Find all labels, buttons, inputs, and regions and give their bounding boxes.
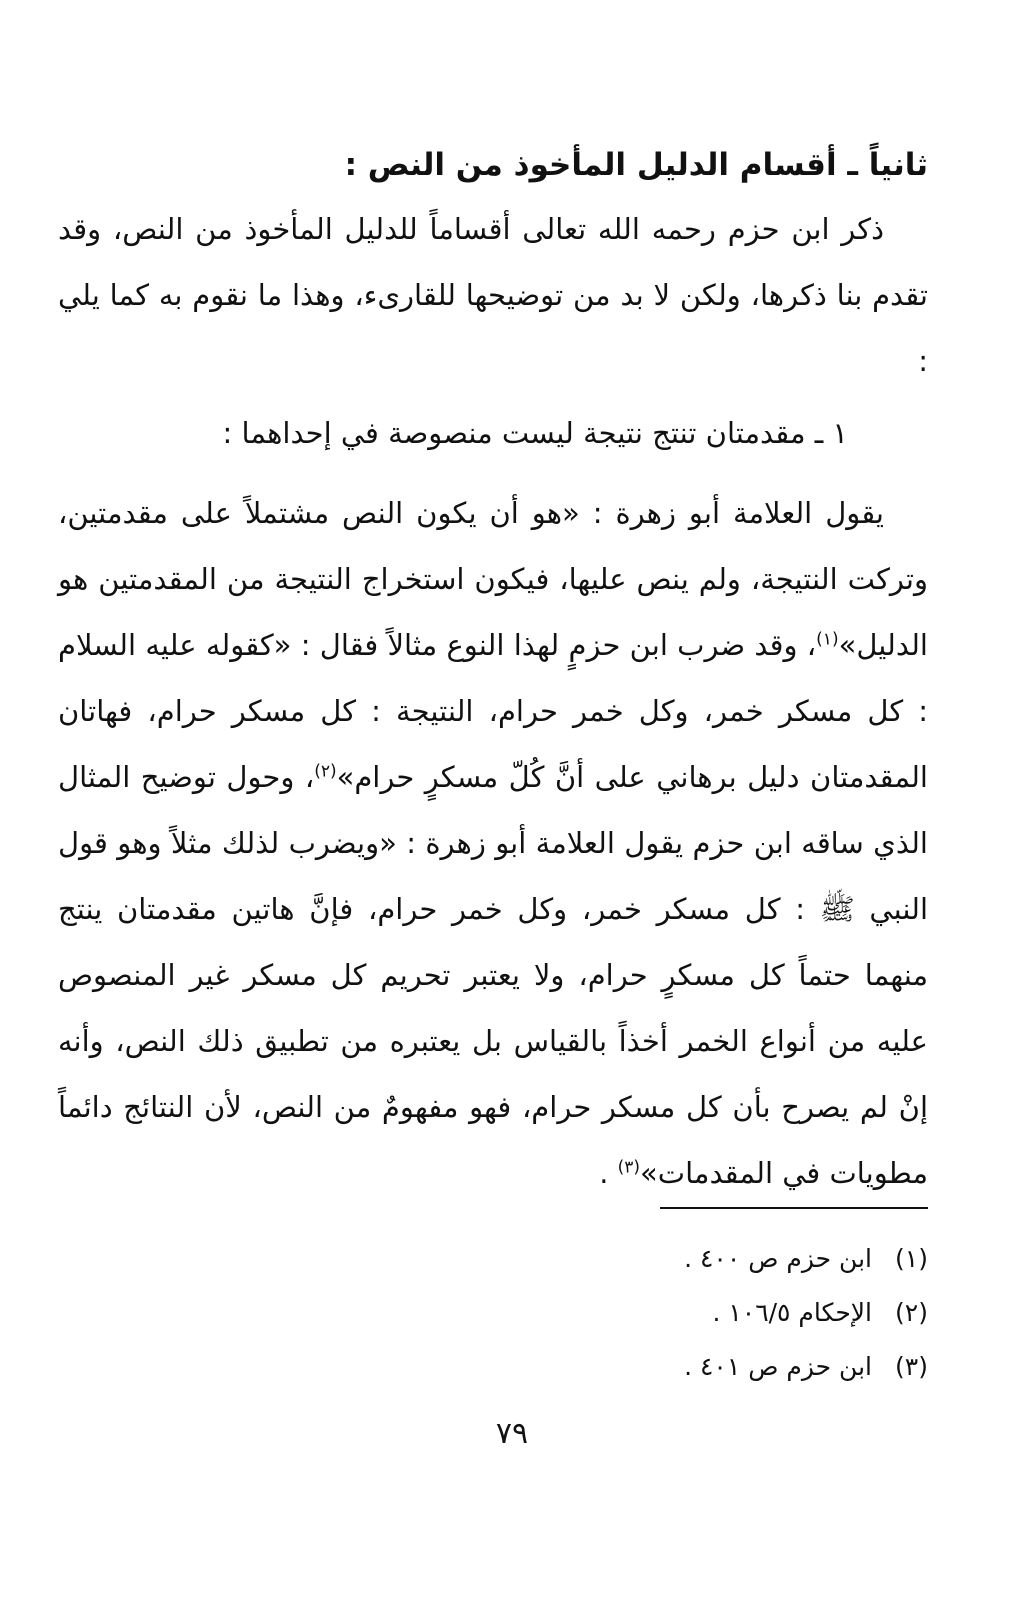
- footnote-text: ابن حزم ص ٤٠٠ .: [684, 1244, 872, 1273]
- body-text-part: ، وقد ضرب ابن حزمٍ لهذا النوع مثالاً فقال : «كقوله عليه السلام : كل مسكر خمر، وكل خمر حرام، النتيجة : كل مسكر حرام، فهاتان المقدمتان دليل برهاني على أنَّ كُلّ مسكرٍ حرام»: [58, 628, 928, 794]
- footnote: [288, 1286, 928, 1340]
- footnote-number: (٣): [895, 1352, 928, 1381]
- footnote-ref[interactable]: (٢): [314, 761, 337, 782]
- footnote-number: (١): [895, 1244, 928, 1273]
- section-heading: ثانياً ـ أقسام الدليل المأخوذ من النص :: [344, 147, 928, 183]
- footnote-number: (٢): [895, 1298, 928, 1327]
- body-paragraph: [58, 480, 928, 1206]
- footnote-ref[interactable]: (٣): [617, 1157, 641, 1178]
- footnote-text: الإحكام ١٠٦/٥ .: [712, 1298, 872, 1327]
- intro-paragraph: ذكر ابن حزم رحمه الله تعالى أقساماً للدليل المأخوذ من النص، وقد تقدم بنا ذكرها، ولكن لا بد من توضيحها للقارىء، وهذا ما نقوم به كما يلي :: [58, 212, 928, 378]
- subsection-heading: ١ ـ مقدمتان تنتج نتيجة ليست منصوصة في إحداهما :: [222, 416, 848, 450]
- body-text-part: ، وحول توضيح المثال الذي ساقه ابن حزم يقول العلامة أبو زهرة : «ويضرب لذلك مثلاً وهو قول النبي ﷺ : كل مسكر خمر، وكل خمر حرام، فإنَّ هاتين مقدمتان ينتج منهما حتماً كل مسكرٍ حرام، ولا يعتبر تحريم كل مسكر غير المنصوص عليه من أنواع الخمر أخذاً بالقياس بل يعتبره من تطبيق ذلك النص، وأنه إنْ لم يصرح بأن كل مسكر حرام، فهو مفهومٌ من النص، لأن النتائج دائماً مطويات في المقدمات»: [58, 760, 928, 1190]
- body-text-part: .: [599, 1156, 618, 1190]
- footnotes: [288, 1232, 928, 1394]
- footnote: [288, 1232, 928, 1286]
- footnote: [288, 1340, 928, 1394]
- page-number: ٧٩: [495, 1416, 529, 1451]
- footnote-ref[interactable]: (١): [816, 629, 839, 650]
- body-text-part: يقول العلامة أبو زهرة : «هو أن يكون النص مشتملاً على مقدمتين، وتركت النتيجة، ولم ينص عليها، فيكون استخراج النتيجة من المقدمتين هو الدليل»: [58, 496, 928, 662]
- main-text: [58, 140, 928, 1206]
- footnote-divider: [660, 1207, 928, 1209]
- footnote-text: ابن حزم ص ٤٠١ .: [684, 1352, 872, 1381]
